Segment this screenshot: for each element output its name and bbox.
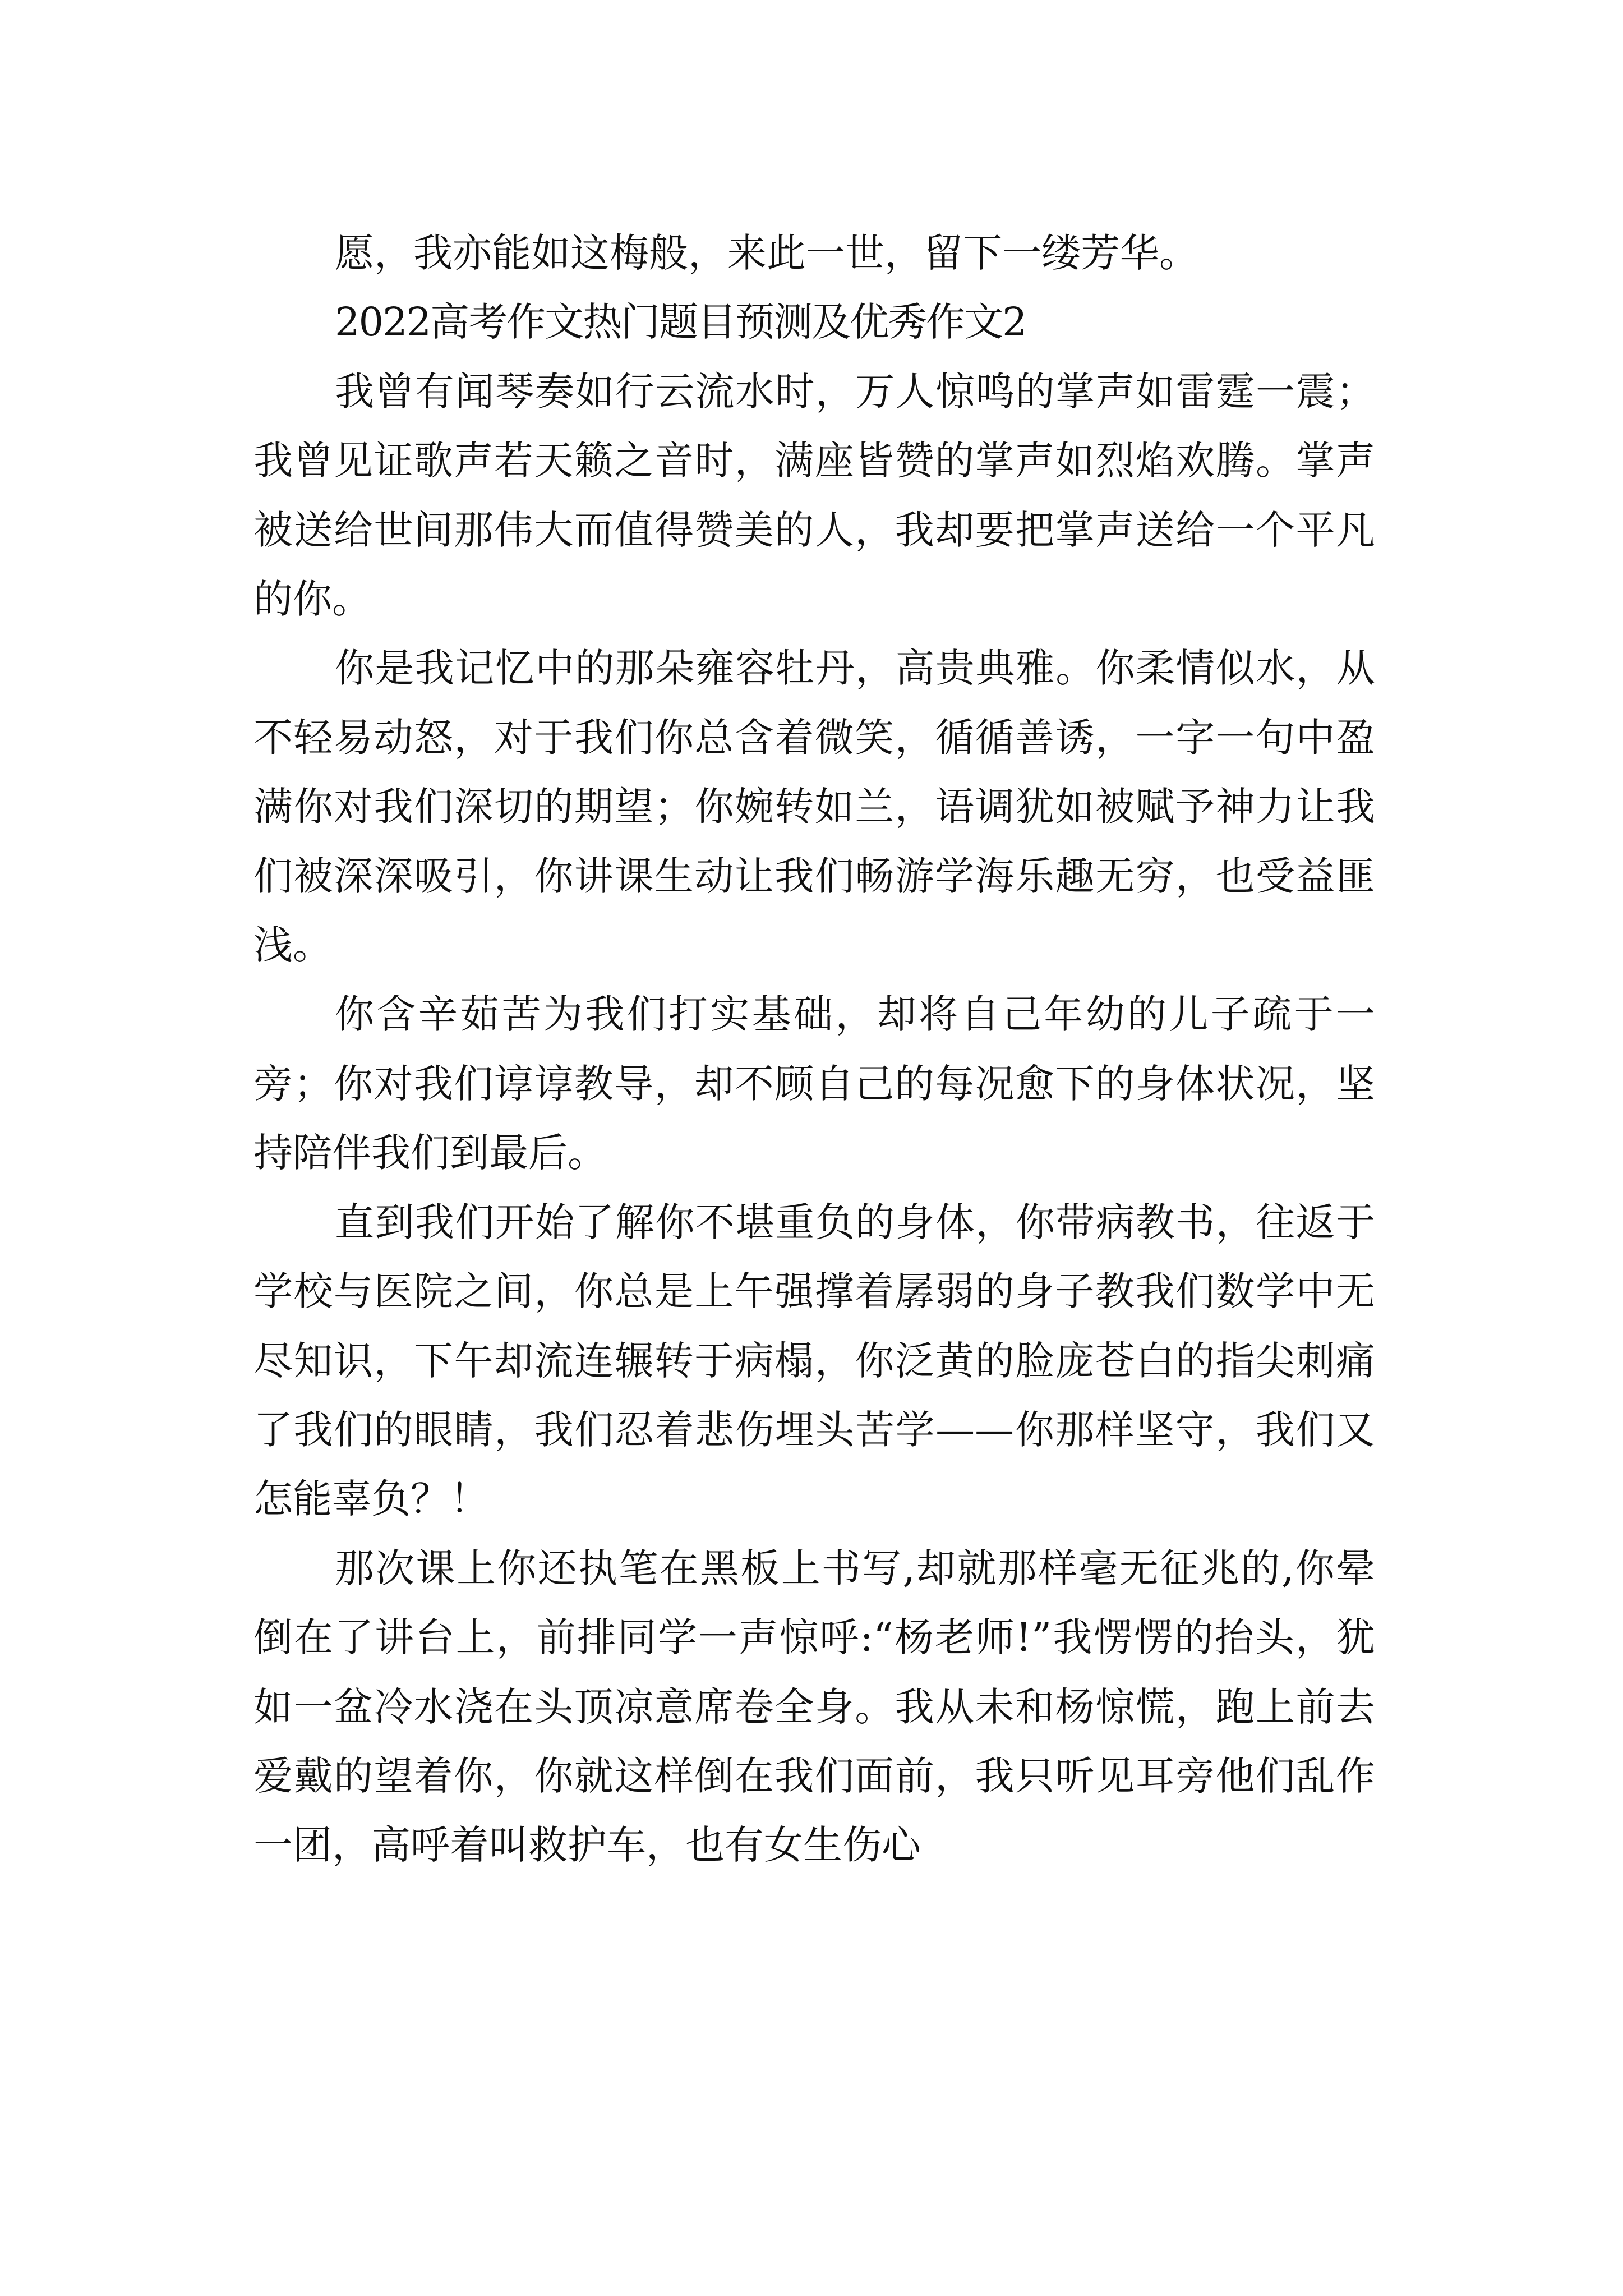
paragraph: 那次课上你还执笔在黑板上书写,却就那样毫无征兆的,你晕倒在了讲台上，前排同学一声惊呼:“杨老师!”我愣愣的抬头，犹如一盆冷水浇在头顶凉意席卷全身。我从未和杨惊慌，跑上前去爱戴的望着你，你就这样倒在我们面前，我只听见耳旁他们乱作一团，高呼着叫救护车，也有女生伤心 — [253, 1545, 1375, 1869]
paragraph: 你含辛茹苦为我们打实基础，却将自己年幼的儿子疏于一旁；你对我们谆谆教导，却不顾自己的每况愈下的身体状况，坚持陪伴我们到最后。 — [253, 991, 1375, 1176]
paragraph-closing-line: 愿，我亦能如这梅般，来此一世，留下一缕芳华。 — [335, 230, 1198, 276]
paragraph: 你是我记忆中的那朵雍容牡丹，高贵典雅。你柔情似水，从不轻易动怒，对于我们你总含着微笑，循循善诱，一字一句中盈满你对我们深切的期望；你婉转如兰，语调犹如被赋予神力让我们被深深吸引，你讲课生动让我们畅游学海乐趣无穷，也受益匪浅。 — [253, 645, 1375, 969]
essay-title: 2022高考作文热门题目预测及优秀作文2 — [335, 299, 1026, 346]
paragraph: 直到我们开始了解你不堪重负的身体，你带病教书，往返于学校与医院之间，你总是上午强撑着孱弱的身子教我们数学中无尽知识，下午却流连辗转于病榻，你泛黄的脸庞苍白的指尖刺痛了我们的眼睛，我们忍着悲伤埋头苦学——你那样坚守，我们又怎能辜负？！ — [253, 1199, 1375, 1522]
document-body — [253, 219, 1375, 1880]
paragraph: 我曾有闻琴奏如行云流水时，万人惊鸣的掌声如雷霆一震；我曾见证歌声若天籁之音时，满座皆赞的掌声如烈焰欢腾。掌声被送给世间那伟大而值得赞美的人，我却要把掌声送给一个平凡的你。 — [253, 368, 1375, 623]
